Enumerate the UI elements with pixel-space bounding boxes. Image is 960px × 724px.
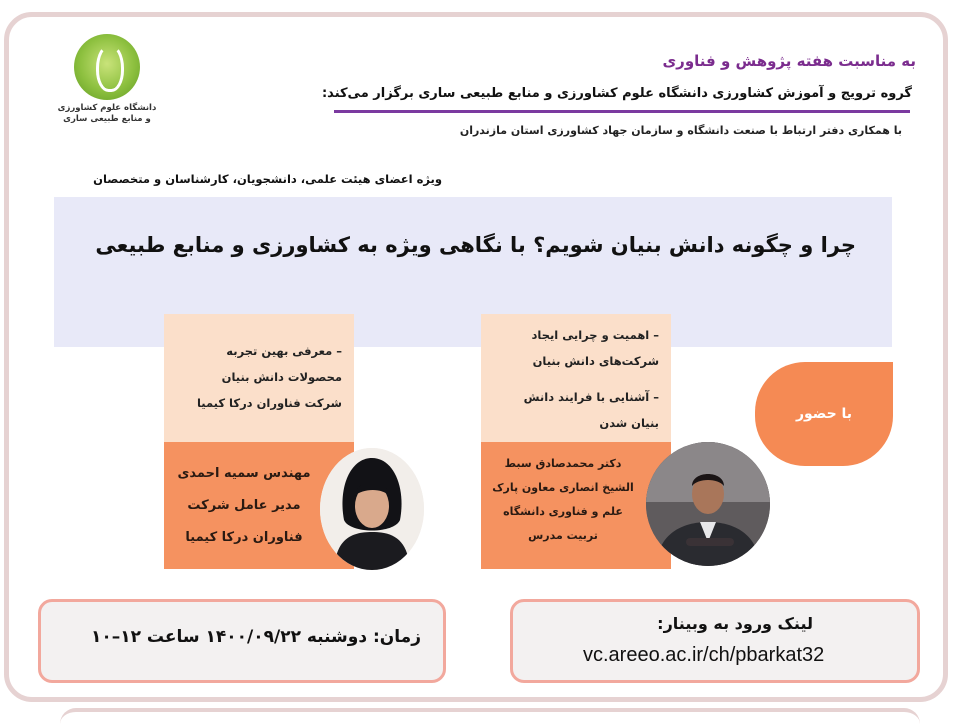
attendance-label: با حضور <box>795 406 853 422</box>
topic-line: شرکت فناوران درکا کیمیا <box>196 396 342 410</box>
speaker-line: مهندس سمیه احمدی <box>177 466 311 481</box>
speaker1-name <box>170 458 318 554</box>
university-logo <box>52 34 162 134</box>
speaker-line: مدیر عامل شرکت <box>187 498 301 513</box>
topic-line: – آشنایی با فرایند دانش <box>523 390 659 404</box>
event-time: زمان: دوشنبه ۱۴۰۰/۰۹/۲۲ ساعت ۱۲–۱۰ <box>90 627 421 647</box>
heading-divider <box>334 110 910 113</box>
speaker1-topics <box>164 314 354 442</box>
topic-line: محصولات دانش بنیان <box>221 370 342 384</box>
topic-line: شرکت‌های دانش بنیان <box>532 354 659 368</box>
topic-line: بنیان شدن <box>599 416 659 430</box>
topic-line: – اهمیت و چرایی ایجاد <box>531 328 659 342</box>
speaker2-name <box>484 452 642 548</box>
speaker-line: فناوران درکا کیمیا <box>185 530 303 545</box>
logo-text <box>52 103 162 125</box>
audience-text: ویژه اعضای هیئت علمی، دانشجویان، کارشناسان و متخصصان <box>93 172 442 186</box>
topic-line: – معرفی بهین تجربه <box>226 344 342 358</box>
speaker-line: دکتر محمدصادق سبط <box>504 457 622 470</box>
speaker-photo-female-icon <box>320 448 424 570</box>
cooperation-text: با همکاری دفتر ارتباط با صنعت دانشگاه و سازمان جهاد کشاورزی استان مازندران <box>459 124 902 137</box>
speaker-line: الشیخ انصاری معاون پارک <box>492 481 634 494</box>
attendance-badge <box>755 362 893 466</box>
speaker-photo-male-icon <box>646 442 770 566</box>
webinar-title: چرا و چگونه دانش بنیان شویم؟ با نگاهی ویژه به کشاورزی و منابع طبیعی <box>95 233 856 257</box>
occasion-heading: به مناسبت هفته پژوهش و فناوری <box>662 52 916 70</box>
webinar-link[interactable]: vc.areeo.ac.ir/ch/pbarkat32 <box>583 644 825 666</box>
logo-text-line1: دانشگاه علوم کشاورزی <box>57 103 157 113</box>
university-logo-icon <box>74 34 140 100</box>
organizer-heading: گروه ترویج و آموزش کشاورزی دانشگاه علوم کشاورزی و منابع طبیعی ساری برگزار می‌کند: <box>321 86 912 101</box>
time-box <box>38 599 446 683</box>
next-slide-edge <box>60 708 920 724</box>
speaker-line: تربیت مدرس <box>528 529 598 542</box>
webinar-link-box <box>510 599 920 683</box>
logo-text-line2: و منابع طبیعی ساری <box>63 114 151 124</box>
speaker-line: علم و فناوری دانشگاه <box>503 505 623 518</box>
webinar-link-label: لینک ورود به وبینار: <box>657 614 813 633</box>
speaker2-topics <box>481 314 671 442</box>
